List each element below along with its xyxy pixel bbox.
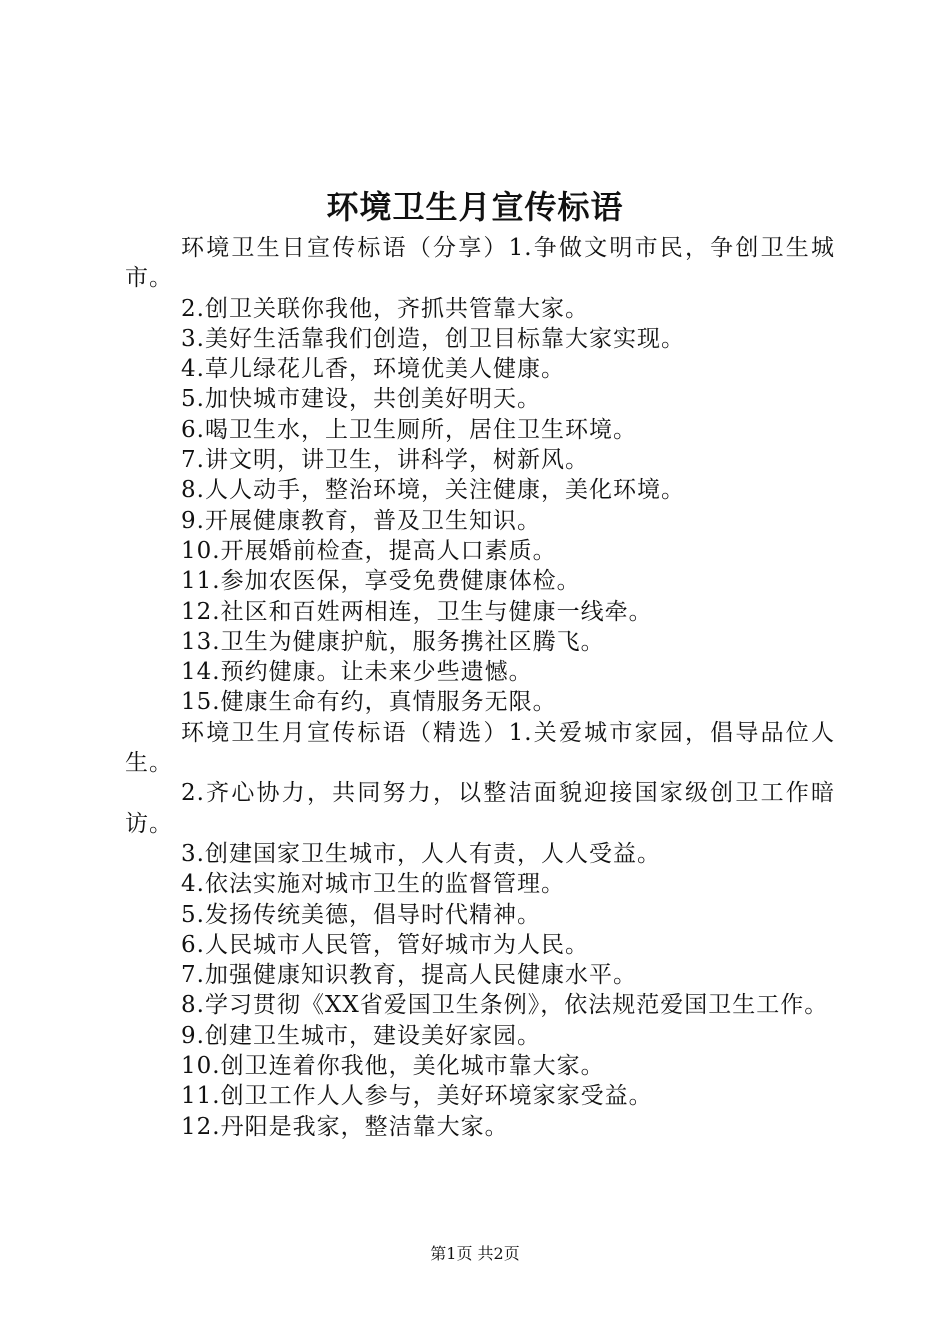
paragraph: 11.创卫工作人人参与，美好环境家家受益。 [181,1083,653,1110]
paragraph: 2.齐心协力，共同努力，以整洁面貌迎接国家级创卫工作暗访。 [125,780,835,837]
paragraph: 6.人民城市人民管，管好城市为人民。 [181,931,589,958]
paragraph: 3.美好生活靠我们创造，创卫目标靠大家实现。 [181,325,685,352]
paragraph: 7.讲文明，讲卫生，讲科学，树新风。 [181,447,589,474]
paragraph: 环境卫生月宣传标语（精选）1.关爱城市家园，倡导品位人生。 [125,719,835,777]
paragraph: 8.人人动手，整治环境，关注健康，美化环境。 [181,477,685,504]
page-number-footer: 第1页 共2页 [430,1244,520,1263]
paragraph: 5.发扬传统美德，倡导时代精神。 [181,901,541,928]
paragraph: 13.卫生为健康护航，服务携社区腾飞。 [181,628,605,655]
document-body [125,233,835,1142]
paragraph: 8.学习贯彻《XX省爱国卫生条例》，依法规范爱国卫生工作。 [181,992,829,1019]
paragraph: 15.健康生命有约，真情服务无限。 [181,689,557,716]
paragraph: 环境卫生日宣传标语（分享）1.争做文明市民，争创卫生城市。 [125,235,835,292]
paragraph: 4.依法实施对城市卫生的监督管理。 [181,871,565,898]
paragraph: 4.草儿绿花儿香，环境优美人健康。 [181,356,565,383]
paragraph: 5.加快城市建设，共创美好明天。 [181,386,541,413]
paragraph: 9.创建卫生城市，建设美好家园。 [181,1022,541,1049]
paragraph: 3.创建国家卫生城市，人人有责，人人受益。 [181,840,661,867]
paragraph: 2.创卫关联你我他，齐抓共管靠大家。 [181,295,589,322]
paragraph: 10.开展婚前检查，提高人口素质。 [181,537,557,564]
paragraph: 12.社区和百姓两相连，卫生与健康一线牵。 [181,598,653,625]
paragraph: 12.丹阳是我家，整洁靠大家。 [181,1113,509,1140]
paragraph: 6.喝卫生水，上卫生厕所，居住卫生环境。 [181,416,637,443]
paragraph: 14.预约健康。让未来少些遗憾。 [181,659,533,686]
paragraph: 7.加强健康知识教育，提高人民健康水平。 [181,962,637,989]
document-title: 环境卫生月宣传标语 [326,188,624,226]
paragraph: 11.参加农医保，享受免费健康体检。 [181,568,581,595]
paragraph: 10.创卫连着你我他，美化城市靠大家。 [181,1053,605,1080]
paragraph: 9.开展健康教育，普及卫生知识。 [181,507,541,534]
